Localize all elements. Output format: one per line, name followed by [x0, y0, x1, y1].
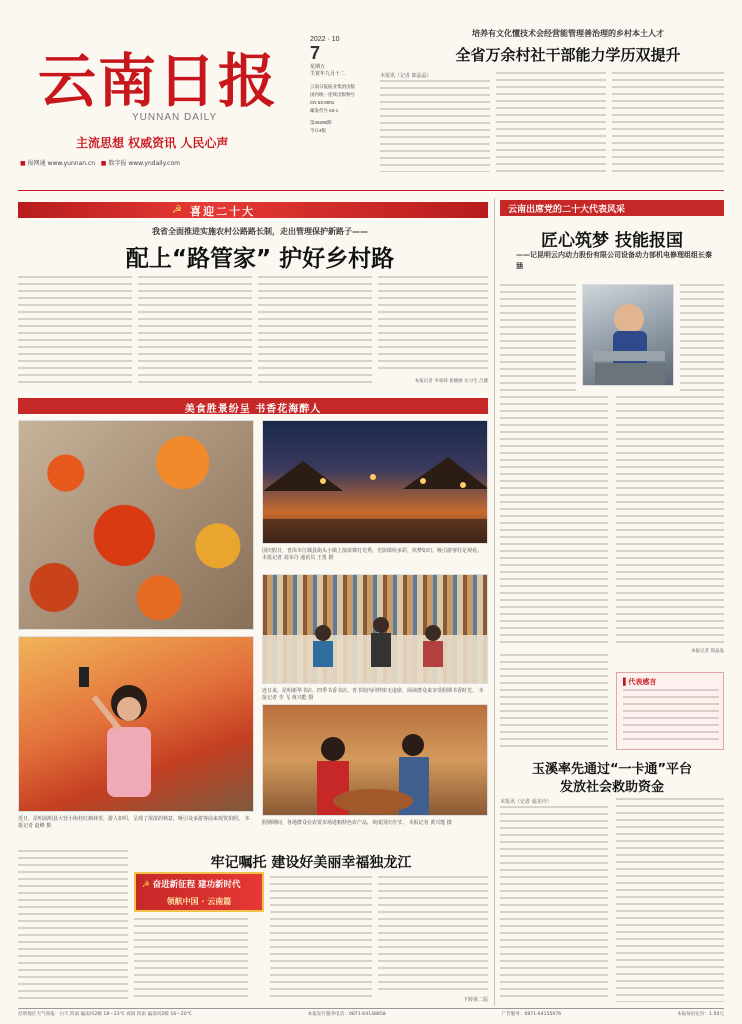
masthead-rule	[18, 190, 724, 191]
digital-link[interactable]: www.yndaily.com	[128, 160, 180, 167]
site-link[interactable]: www.yunnan.cn	[47, 160, 96, 167]
road-story-col2	[138, 276, 252, 388]
dulong-lead-col	[18, 850, 128, 1000]
dulong-col3	[378, 876, 488, 994]
masthead-links	[20, 158, 180, 167]
campaign-box	[134, 872, 264, 912]
logo-text: 云南日报	[38, 47, 279, 115]
photo-red-leaves	[18, 420, 254, 630]
profile-subtitle: ——记昆明云内动力股份有限公司设备动力部机电修理组组长秦涵	[516, 251, 712, 270]
footer-rule	[18, 1008, 724, 1009]
caption-text: 连日来，昆明新华书店、四季书香书店、青书馆内同样座无虚席，阅读群众来享受假期书香时光。	[262, 688, 478, 694]
app-icon: ■	[20, 160, 26, 167]
banner-delegate	[500, 200, 724, 216]
photo-bookstore	[262, 574, 488, 684]
caption-text: 假期期间，各地群众在农贸市场选购特色农产品，欢度国庆佳节。	[262, 820, 408, 826]
profile-col2	[680, 284, 724, 392]
road-story-kicker: 我省全面推进实施农村公路路长制，走出管理保护新路子——	[152, 227, 368, 236]
rep-voice-body	[623, 689, 719, 745]
profile-body-right	[616, 396, 724, 646]
photo-feature-title: 美食胜景纷呈 书香花海醉人	[184, 404, 322, 415]
masthead	[0, 0, 742, 178]
footer-phone: 本报发行服务电话：0871-64148858	[307, 1012, 386, 1017]
weekday: 星期五	[310, 64, 326, 70]
profile-byline: 本报记者 郎晶晶	[691, 649, 724, 654]
party-flag-icon: ☭	[142, 880, 150, 890]
footer-price: 本报每份定价：1.50元	[676, 1012, 724, 1017]
road-story-col4	[378, 276, 488, 374]
profile-photo	[582, 284, 674, 386]
digital-label: 数字报	[108, 160, 127, 167]
rep-voice-marker-icon: ▌	[623, 678, 629, 686]
readers-icon	[263, 575, 488, 684]
top-story-body-col3	[612, 72, 724, 172]
logo-english: YUNNAN DAILY	[132, 112, 218, 123]
digital-icon: ■	[100, 160, 107, 167]
lunar-date: 壬寅年九月十二	[310, 71, 346, 77]
worker-illustration-icon	[583, 285, 674, 386]
road-story-title: 配上“路管家” 护好乡村路	[125, 246, 395, 272]
road-story-col1	[18, 276, 132, 388]
caption-town-night	[262, 548, 488, 562]
publisher: 云南日报报业集团出版	[310, 84, 355, 89]
banner-xiying-ershida	[18, 202, 488, 218]
campaign-line1: ☭ 奋进新征程 建功新时代	[142, 880, 241, 890]
market-people-icon	[263, 705, 488, 816]
top-story-body-col2	[496, 72, 606, 172]
campaign-line2: 领航中国 · 云南篇	[166, 897, 232, 906]
profile-body-left	[500, 396, 608, 646]
caption-credit: 本报记者 李 飞 黄兴能 摄	[262, 688, 484, 701]
footer-weather: 昆明地区天气预报：白天 阵雨 偏南风2级 18～23℃ 夜间 阵雨 偏南风2级 16～20℃	[18, 1012, 192, 1017]
rep-voice-label: ▌代表感言	[623, 678, 657, 686]
profile-title: 匠心筑梦 技能报国	[541, 231, 683, 251]
date-year-month: 2022 · 10	[310, 36, 340, 43]
top-story-title: 全省万余村社干部能力学历双提升	[455, 46, 681, 64]
woman-camera-icon	[19, 637, 254, 812]
caption-credit: 本报记者 黄兴能 摄	[408, 820, 452, 826]
footer	[18, 1011, 724, 1017]
caption-bookstore	[262, 688, 488, 702]
banner-left-label: 喜迎二十大	[190, 205, 255, 218]
masthead-slogan: 主流思想 权威资讯 人民心声	[76, 136, 229, 150]
top-story-kicker: 培养有文化懂技术会经营能管理善治理的乡村本土人才	[472, 29, 664, 38]
cn-number: CN 53-0001	[310, 100, 335, 105]
cn-label: 国内统一连续出版物号	[310, 92, 355, 97]
footer-ad: 广告服务：0871-64155976	[501, 1012, 562, 1017]
dulong-col2	[270, 876, 372, 1002]
page-count: 今日4版	[310, 128, 327, 133]
top-story-body-col1	[380, 80, 490, 172]
yuxi-story-col2	[616, 798, 724, 1002]
road-story-byline: 本报记者 李承韩 崔婉丽 实习生 吕冀	[414, 379, 488, 384]
photo-market	[262, 704, 488, 816]
banner-right-label: 云南出席党的二十大代表风采	[508, 205, 626, 215]
caption-market	[262, 820, 488, 827]
issue-number: 第26295期	[310, 120, 332, 125]
photo-town-night	[262, 420, 488, 544]
continued-note: 下转第二版	[462, 997, 488, 1003]
dulong-story-title: 牢记嘱托 建设好美丽幸福独龙江	[210, 855, 412, 871]
party-emblem-icon: ☭	[172, 203, 182, 216]
lantern-street-icon	[263, 421, 488, 544]
post-code: 邮发代号 63-1	[310, 108, 339, 113]
caption-credit: 本报记者 赵峰 摄	[18, 816, 250, 829]
photo-feature-bar	[18, 398, 488, 414]
profile-col1	[500, 284, 576, 392]
road-story-col3	[258, 276, 372, 388]
dulong-col1	[134, 918, 248, 1002]
rep-voice-box	[616, 672, 724, 750]
photo-photographer	[18, 636, 254, 812]
caption-credit: 本报记者 刘本丹 通讯员 王勇 摄	[262, 555, 334, 561]
date-block	[310, 36, 368, 135]
yuxi-story-byline: 本报讯（记者 浦美玲）	[500, 799, 552, 805]
top-story-byline: 本报讯（记者 郎晶晶）	[380, 73, 432, 79]
date-day: 7	[310, 43, 321, 63]
caption-text: 国庆假日，普洱市江城县街头小镇上演苗寨灯光秀，光影缤纷多彩，炫梦如幻，吸引游客驻足观看。	[262, 548, 483, 554]
caption-red-leaves	[18, 816, 254, 830]
yuxi-story-title2: 发放社会救助资金	[559, 780, 664, 795]
yuxi-story-title: 玉溪率先通过“一卡通”平台	[531, 762, 693, 777]
yuxi-story-col1	[500, 806, 608, 1002]
profile-tail	[500, 654, 608, 750]
caption-text: 近日，昆明嵩明县大营小街村红枫林里，游人如织，呈现了浓浓的秋意，吸引众多游客前来观赏拍照。	[18, 816, 244, 822]
app-label: 报网通	[27, 160, 46, 167]
column-divider	[494, 198, 495, 1006]
